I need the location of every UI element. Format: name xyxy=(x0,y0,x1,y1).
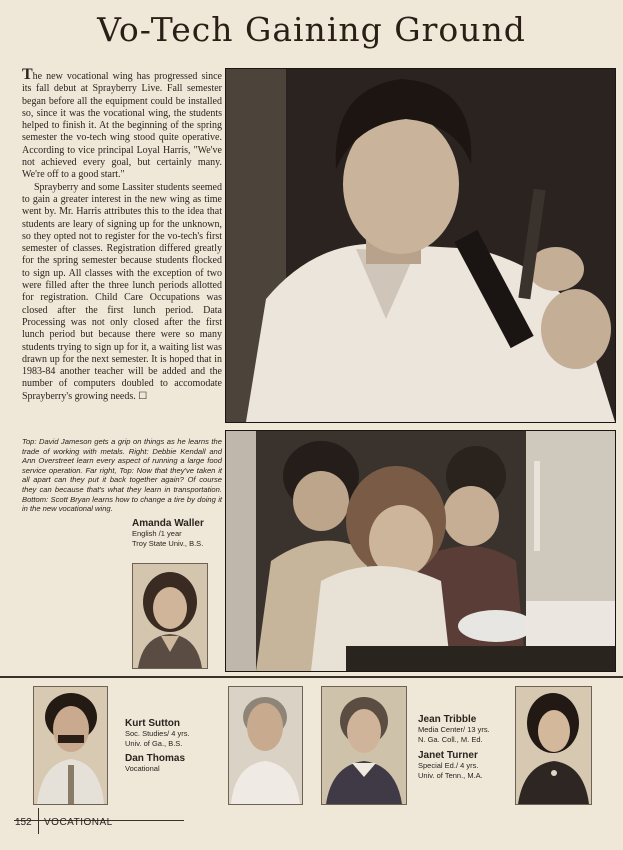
faculty-name: Amanda Waller xyxy=(132,518,204,529)
faculty-entry-thomas xyxy=(125,753,225,774)
page-title: Vo-Tech Gaining Ground xyxy=(97,10,526,49)
faculty-detail: N. Ga. Coll., M. Ed. xyxy=(418,734,483,744)
faculty-detail: Special Ed./ 4 yrs. xyxy=(418,761,479,770)
portrait-thomas-image xyxy=(229,687,302,804)
portrait-sutton-image xyxy=(34,687,107,804)
portrait-turner xyxy=(515,686,592,805)
portrait-tribble-image xyxy=(322,687,406,804)
faculty-detail: Univ. of Tenn., M.A. xyxy=(418,770,483,780)
faculty-detail: Vocational xyxy=(125,764,160,773)
photo-caption: Top: David Jameson gets a grip on things as he learns the trade of working with metals. Right: Debbie Kendall and Ann Overstreet learn every aspect of running a large food service operation. Far right, Top: Now that they've taken it all apart can they put it back together again? Of course they can because that's what they learn in transportation. Bottom: Scott Bryan learns how to change a tire by doing it in the new vocational wing. xyxy=(22,437,222,514)
photo-food-service xyxy=(225,430,616,672)
footer-tick xyxy=(38,808,39,834)
section-label: VOCATIONAL xyxy=(44,817,113,828)
photo-food-service-image xyxy=(226,431,615,671)
photo-metal-shop xyxy=(225,68,616,423)
section-divider xyxy=(0,676,623,678)
faculty-detail: English /1 year xyxy=(132,529,182,538)
portrait-thomas xyxy=(228,686,303,805)
drop-cap: T xyxy=(22,66,33,83)
photo-metal-shop-image xyxy=(226,69,615,422)
portrait-waller-image xyxy=(133,564,207,668)
faculty-entry-turner xyxy=(418,750,518,780)
faculty-detail: Soc. Studies/ 4 yrs. xyxy=(125,729,190,738)
faculty-name: Kurt Sutton xyxy=(125,718,180,729)
page-number: 152 xyxy=(15,817,32,828)
portrait-waller xyxy=(132,563,208,669)
portrait-sutton xyxy=(33,686,108,805)
faculty-detail: Univ. of Ga., B.S. xyxy=(125,738,183,748)
faculty-entry-sutton xyxy=(125,718,225,748)
faculty-detail: Media Center/ 13 yrs. xyxy=(418,725,490,734)
faculty-entry-waller xyxy=(132,518,222,548)
faculty-name: Jean Tribble xyxy=(418,714,477,725)
portrait-turner-image xyxy=(516,687,591,804)
faculty-detail: Troy State Univ., B.S. xyxy=(132,538,204,548)
faculty-name: Dan Thomas xyxy=(125,753,186,764)
article-paragraph: Sprayberry and some Lassiter students seemed to gain a greater interest in the new wing as time went by. Mr. Harris attributes this to the idea that students are leary of signing up for the unknown, so they opted not to register for the vo-tech's first semester of classes. Registration differed greatly for the spring semester because students flocked to sign up. All classes with the exception of two were filled after the three lunch periods allotted for registration. Child Care Occupations was closed after the first lunch period. Data Processing was not only closed after the first lunch period but because there were so many students trying to sign up for it, a waiting list was drawn up for the next semester. It is hoped that in 1983-84 another teacher will be added and the number of computers doubled to accomodate Sprayberry's growing needs. ☐ xyxy=(22,181,222,402)
faculty-entry-tribble xyxy=(418,714,518,744)
article-paragraph: The new vocational wing has progressed since its fall debut at Sprayberry Live. Fall semester began before all the equipment could be installed so, since it was the vocational wing, the students helped to finish it. At the beginning of the spring semester the vo-tech wing stood quite operative. According to vice principal Loyal Harris, "We've not achieved every goal, but certainly many. We're off to a good start." xyxy=(22,66,222,181)
faculty-name: Janet Turner xyxy=(418,750,478,761)
article-body xyxy=(22,66,222,403)
portrait-tribble xyxy=(321,686,407,805)
